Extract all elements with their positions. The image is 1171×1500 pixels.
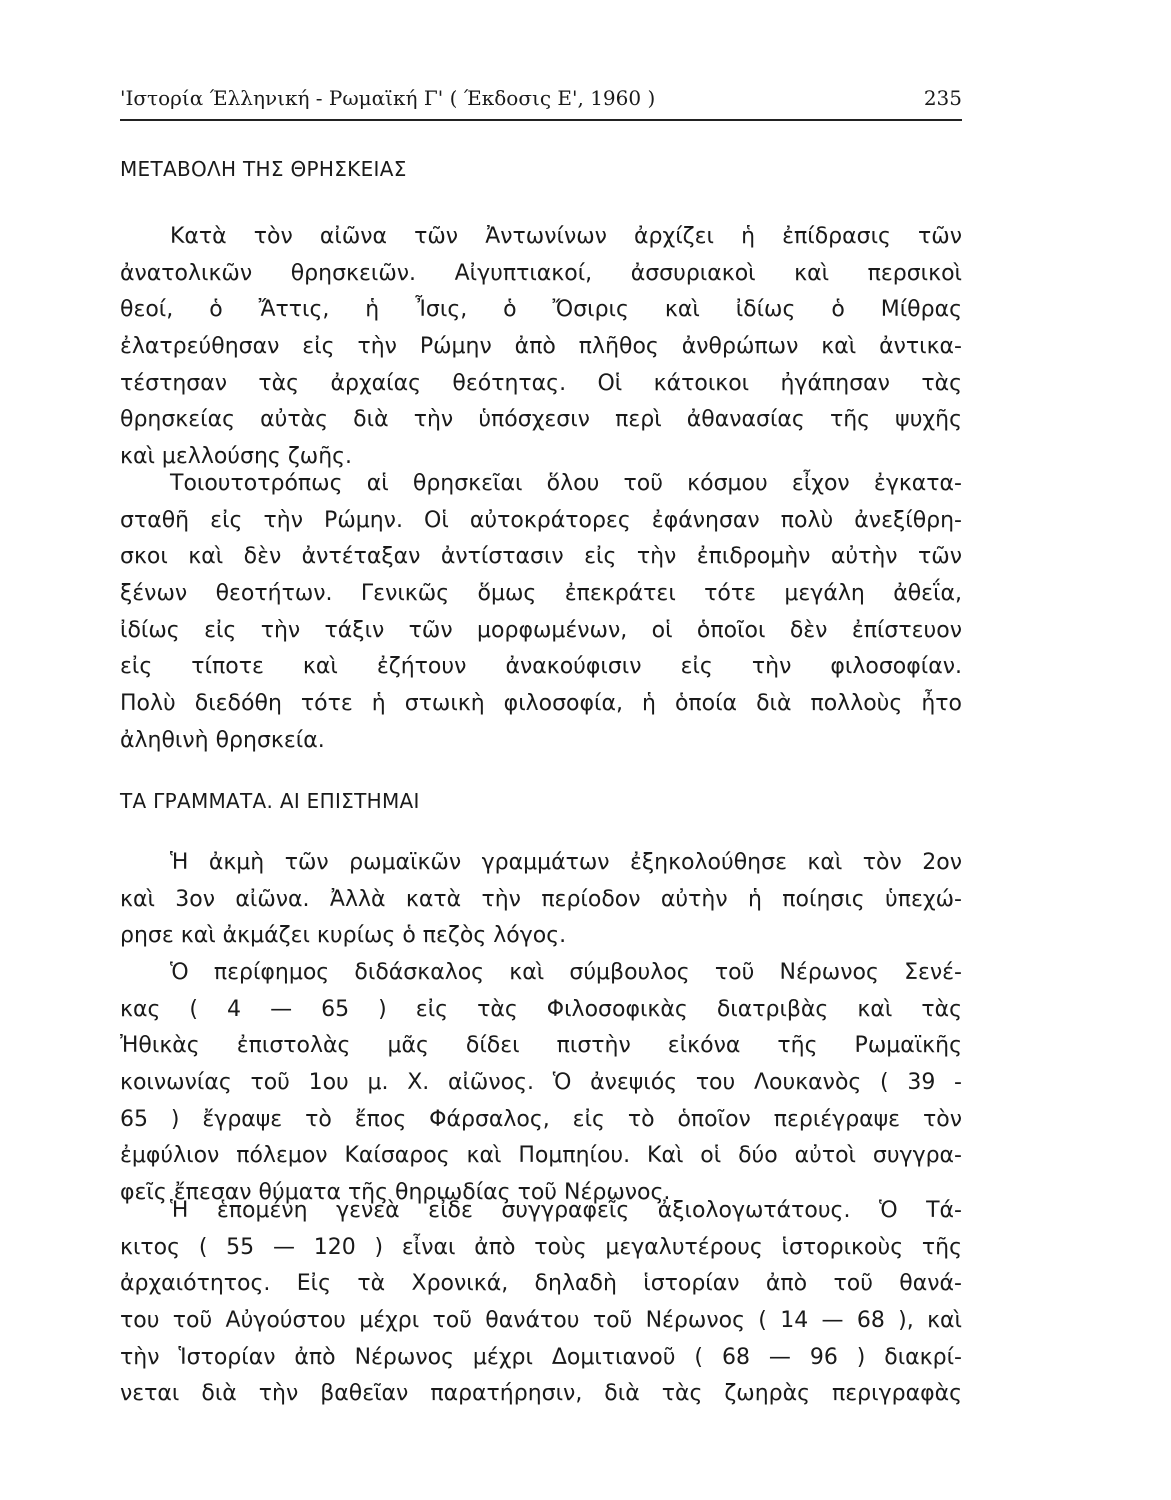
header-rule [120,119,962,121]
paragraph [120,1193,962,1413]
page-number: 235 [923,86,962,110]
text-line: κοινωνίας τοῦ 1ου μ. Χ. αἰῶνος. Ὁ ἀνεψιός του Λουκανὸς ( 39 - [120,1070,962,1096]
text-line: φεῖς ἔπεσαν θύματα τῆς θηριωδίας τοῦ Νέρωνος. [120,1180,671,1206]
paragraph [120,466,962,760]
text-line: τὴν Ἱστορίαν ἀπὸ Νέρωνος μέχρι Δομιτιανοῦ ( 68 — 96 ) διακρί- [120,1344,962,1370]
text-line: ἀνατολικῶν θρησκειῶν. Αἰγυπτιακοί, ἀσσυριακοὶ καὶ περσικοὶ [120,260,962,286]
text-line: εἰς τίποτε καὶ ἐζήτουν ἀνακούφισιν εἰς τὴν φιλοσοφίαν. [120,654,962,680]
text-line: ρησε καὶ ἀκμάζει κυρίως ὁ πεζὸς λόγος. [120,923,567,949]
text-line: ἀληθινὴ θρησκεία. [120,727,325,753]
section-heading-letters-sciences: ΤΑ ΓΡΑΜΜΑΤΑ. ΑΙ ΕΠΙΣΤΗΜΑΙ [120,789,420,813]
text-line: ἐλατρεύθησαν εἰς τὴν Ρώμην ἀπὸ πλῆθος ἀνθρώπων καὶ ἀντικα- [120,334,962,360]
text-line: κας ( 4 — 65 ) εἰς τὰς Φιλοσοφικὰς διατριβὰς καὶ τὰς [120,996,962,1022]
text-line: Πολὺ διεδόθη τότε ἡ στωικὴ φιλοσοφία, ἡ ὁποία διὰ πολλοὺς ἦτο [120,691,962,717]
text-line: Ὁ περίφημος διδάσκαλος καὶ σύμβουλος τοῦ Νέρωνος Σενέ- [170,960,962,985]
text-line: ξένων θεοτήτων. Γενικῶς ὅμως ἐπεκράτει τότε μεγάλη ἀθεΐα, [120,581,962,607]
text-line: θεοί, ὁ Ἄττις, ἡ Ἶσις, ὁ Ὄσιρις καὶ ἰδίως ὁ Μίθρας [120,297,962,323]
page-header [120,86,962,116]
text-line: ἐμφύλιον πόλεμον Καίσαρος καὶ Πομπηίου. Καὶ οἱ δύο αὐτοὶ συγγρα- [120,1143,962,1169]
text-line: ἀρχαιότητος. Εἰς τὰ Χρονικά, δηλαδὴ ἱστορίαν ἀπὸ τοῦ θανά- [120,1271,962,1297]
text-line: Ἠθικὰς ἐπιστολὰς μᾶς δίδει πιστὴν εἰκόνα τῆς Ρωμαϊκῆς [120,1033,962,1059]
text-line: 65 ) ἔγραψε τὸ ἔπος Φάρσαλος, εἰς τὸ ὁποῖον περιέγραψε τὸν [120,1106,962,1132]
paragraph [120,845,962,955]
text-line: τέστησαν τὰς ἀρχαίας θεότητας. Οἱ κάτοικοι ἠγάπησαν τὰς [120,370,962,396]
running-title: 'Ιστορία Έλληνική - Ρωμαϊκή Γ' ( Έκδοσις Ε', 1960 ) [120,86,656,110]
text-line: σκοι καὶ δὲν ἀντέταξαν ἀντίστασιν εἰς τὴν ἐπιδρομὴν αὐτὴν τῶν [120,544,962,570]
paragraph [120,219,962,476]
text-line: καὶ μελλούσης ζωῆς. [120,444,353,470]
text-line: θρησκείας αὐτὰς διὰ τὴν ὑπόσχεσιν περὶ ἀθανασίας τῆς ψυχῆς [120,407,962,433]
text-line: του τοῦ Αὐγούστου μέχρι τοῦ θανάτου τοῦ Νέρωνος ( 14 — 68 ), καὶ [120,1308,962,1334]
text-line: κιτος ( 55 — 120 ) εἶναι ἀπὸ τοὺς μεγαλυτέρους ἱστορικοὺς τῆς [120,1234,962,1260]
text-line: νεται διὰ τὴν βαθεῖαν παρατήρησιν, διὰ τὰς ζωηρὰς περιγραφὰς [120,1381,962,1407]
section-heading-religion: ΜΕΤΑΒΟΛΗ ΤΗΣ ΘΡΗΣΚΕΙΑΣ [120,157,407,181]
text-line: σταθῆ εἰς τὴν Ρώμην. Οἱ αὐτοκράτορες ἐφάνησαν πολὺ ἀνεξίθρη- [120,507,962,533]
paragraph [120,955,962,1212]
text-line: Ἡ ἀκμὴ τῶν ρωμαϊκῶν γραμμάτων ἐξηκολούθησε καὶ τὸν 2ον [170,850,962,875]
text-line: καὶ 3ον αἰῶνα. Ἀλλὰ κατὰ τὴν περίοδον αὐτὴν ἡ ποίησις ὑπεχώ- [120,886,962,912]
text-line: Ἡ ἑπομένη γενεὰ εἶδε συγγραφεῖς ἀξιολογωτάτους. Ὁ Τά- [170,1198,962,1223]
text-line: Τοιουτοτρόπως αἱ θρησκεῖαι ὅλου τοῦ κόσμου εἶχον ἐγκατα- [170,471,962,496]
text-line: Κατὰ τὸν αἰῶνα τῶν Ἀντωνίνων ἀρχίζει ἡ ἐπίδρασις τῶν [170,224,962,249]
text-line: ἰδίως εἰς τὴν τάξιν τῶν μορφωμένων, οἱ ὁποῖοι δὲν ἐπίστευον [120,617,962,643]
